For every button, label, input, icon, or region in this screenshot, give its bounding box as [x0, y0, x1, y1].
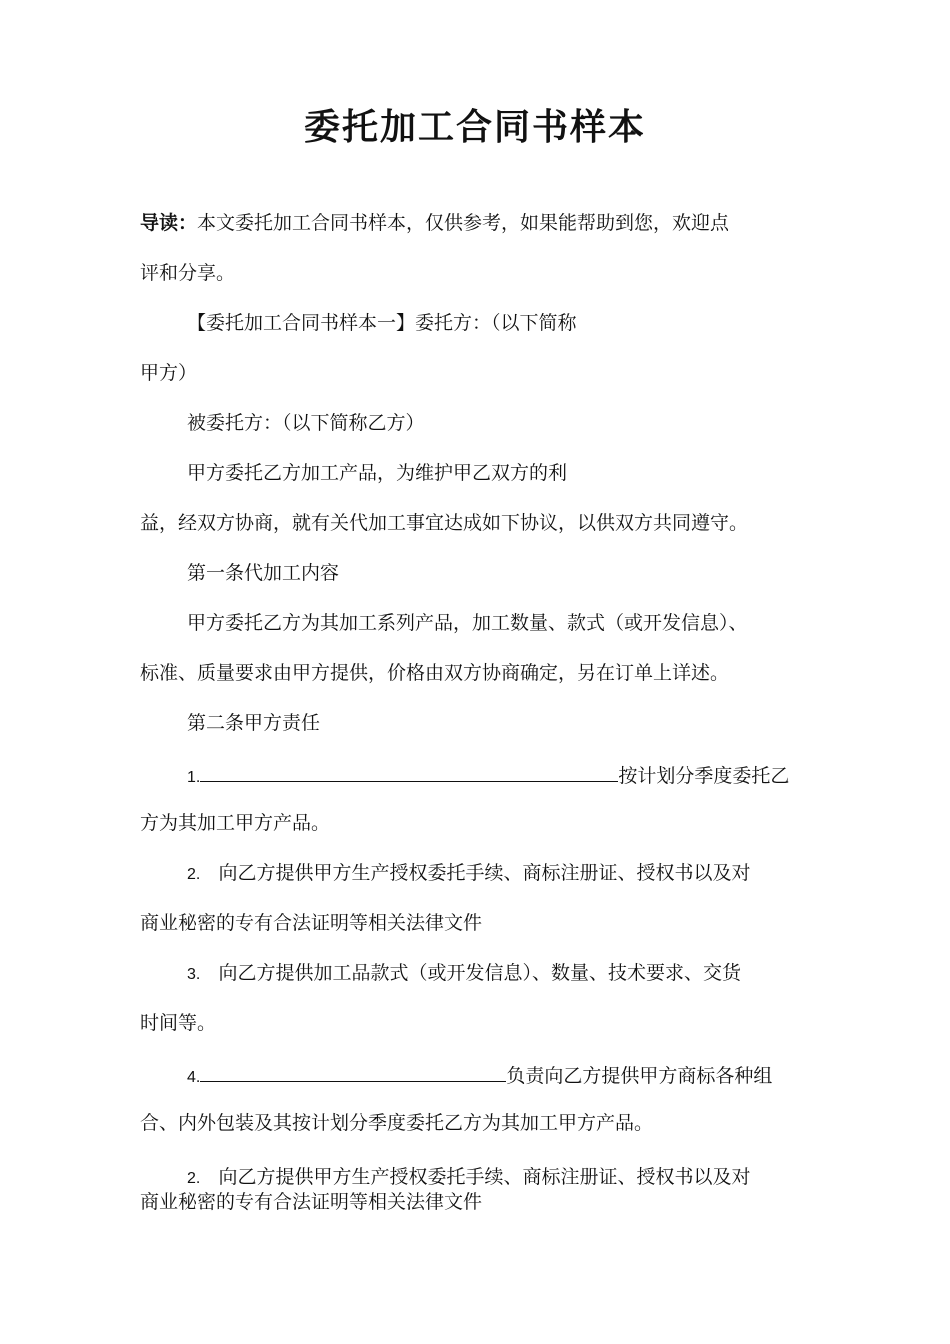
article-1-line-1: 甲方委托乙方为其加工系列产品，加工数量、款式（或开发信息）、	[187, 612, 748, 634]
item-1-blank-field	[200, 759, 618, 782]
item-2-line-1	[187, 859, 750, 889]
paragraph-2: 被委托方：（以下简称乙方）	[187, 412, 425, 434]
item-2-text: 向乙方提供甲方生产授权委托手续、商标注册证、授权书以及对	[218, 862, 751, 884]
item-2-line-2: 商业秘密的专有合法证明等相关法律文件	[140, 912, 483, 934]
article-1-heading: 第一条代加工内容	[187, 562, 340, 584]
intro-line-2: 评和分享。	[140, 262, 236, 284]
item-3-number: 3.	[187, 966, 201, 983]
paragraph-3-line-1: 甲方委托乙方加工产品，为维护甲乙双方的利	[187, 462, 568, 484]
paragraph-1-line-1: 【委托加工合同书样本一】委托方：（以下简称	[187, 312, 577, 334]
item-2b-text: 向乙方提供甲方生产授权委托手续、商标注册证、授权书以及对	[218, 1166, 751, 1188]
item-4-text: 负责向乙方提供甲方商标各种组	[506, 1065, 773, 1087]
item-4-blank-field	[200, 1059, 506, 1082]
item-2b-line-2: 商业秘密的专有合法证明等相关法律文件	[140, 1191, 483, 1213]
document-title: 委托加工合同书样本	[303, 107, 646, 148]
item-2-number: 2.	[187, 866, 201, 883]
paragraph-3-line-2: 益，经双方协商，就有关代加工事宜达成如下协议，以供双方共同遵守。	[140, 512, 749, 534]
paragraph-1-line-2: 甲方）	[140, 362, 198, 384]
item-2b-number: 2.	[187, 1170, 201, 1187]
article-1-line-2: 标准、质量要求由甲方提供，价格由双方协商确定，另在订单上详述。	[140, 662, 730, 684]
item-4-line-2: 合、内外包装及其按计划分季度委托乙方为其加工甲方产品。	[140, 1112, 654, 1134]
intro-line-1	[140, 209, 729, 237]
item-1-line-2: 方为其加工甲方产品。	[140, 812, 331, 834]
item-3-line-1	[187, 959, 741, 989]
item-1-line-1	[187, 759, 789, 792]
item-1-number: 1.	[187, 769, 201, 786]
item-4-line-1	[187, 1059, 772, 1092]
intro-text: 本文委托加工合同书样本，仅供参考，如果能帮助到您，欢迎点	[197, 212, 730, 234]
item-3-text: 向乙方提供加工品款式（或开发信息）、数量、技术要求、交货	[218, 962, 741, 984]
item-4-number: 4.	[187, 1069, 201, 1086]
article-2-heading: 第二条甲方责任	[187, 712, 321, 734]
item-1-text: 按计划分季度委托乙	[618, 765, 790, 787]
item-3-line-2: 时间等。	[140, 1012, 217, 1034]
intro-label: 导读：	[140, 212, 198, 234]
